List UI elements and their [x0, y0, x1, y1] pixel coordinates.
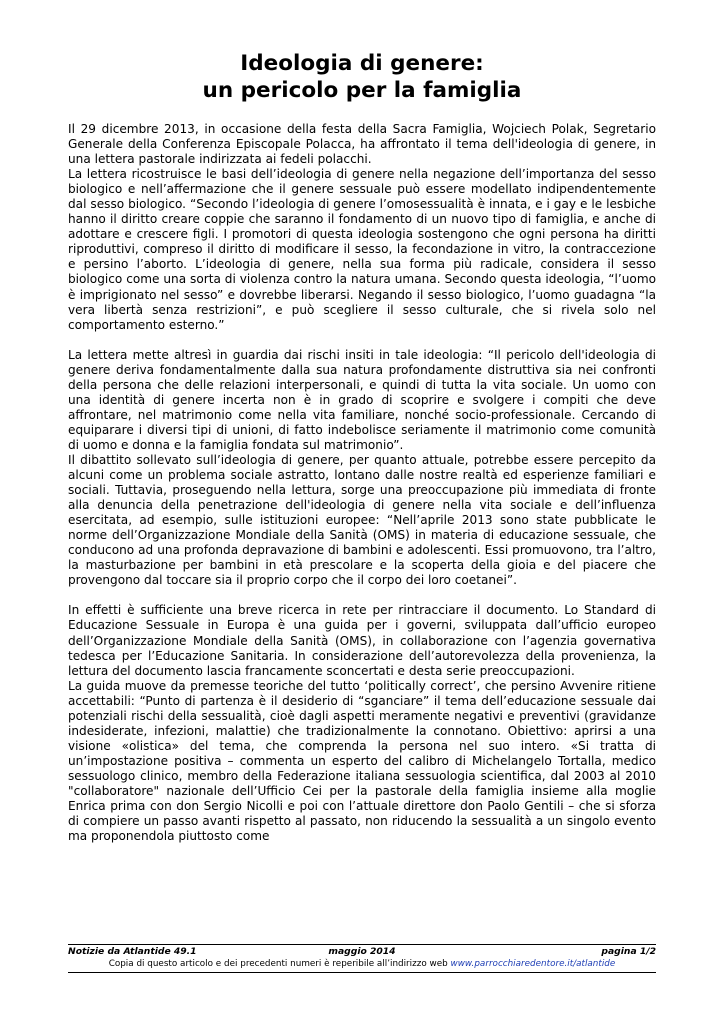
paragraph-5: In effetti è sufficiente una breve ricerca in rete per rintracciare il documento. Lo Standard di Educazione Sessuale in Europa è una guida per i governi, sviluppata dall’ufficio europeo dell’Organizzazione Mondiale della Sanità (OMS), in collaborazione con l’agenzia governativa tedesca per l’Educazione Sanitaria. In considerazione dell’autorevolezza della provenienza, la lettura del documento lascia francamente sconcertati e desta serie preoccupazioni.: [68, 603, 656, 678]
footer-date: maggio 2014: [328, 946, 396, 957]
title-line-1: Ideologia di genere:: [240, 51, 484, 76]
footer-link[interactable]: www.parrocchiaredentore.it/atlantide: [450, 959, 616, 969]
footer-divider-top: [68, 944, 656, 945]
article-body: [68, 122, 656, 844]
footer-note: [68, 959, 656, 969]
title-line-2: un pericolo per la famiglia: [202, 78, 522, 103]
footer-divider-bottom: [68, 972, 656, 973]
page-footer: [68, 946, 656, 969]
paragraph-6: La guida muove da premesse teoriche del tutto ‘politically correct’, che persino Avvenire ritiene accettabili: “Punto di partenza è il desiderio di “sganciare” il tema dell’educazione sessuale dai potenziali rischi della sessualità, cioè dagli aspetti meramente negativi e preventivi (gravidanze indesiderate, infezioni, malattie) che tradizionalmente la connotano. Obiettivo: aprirsi a una visione «olistica» del tema, che comprenda la persona nel suo intero. «Si tratta di un’impostazione positiva – commenta un esperto del calibro di Michelangelo Tortalla, medico sessuologo clinico, membro della Federazione italiana sessuologia scientifica, dal 2003 al 2010 "collaboratore" nazionale dell’Ufficio Cei per la pastorale della famiglia insieme alla moglie Enrica prima con don Sergio Nicolli e poi con l’attuale direttore don Paolo Gentili – che si sforza di compiere un passo avanti rispetto al passato, non riducendo la sessualità a un singolo evento ma proponendola piuttosto come: [68, 678, 656, 844]
footer-page-number: pagina 1/2: [601, 946, 656, 957]
paragraph-3: La lettera mette altresì in guardia dai rischi insiti in tale ideologia: “Il pericolo dell'ideologia di genere deriva fondamentalmente dalla sua natura profondamente distruttiva sia nei confronti della persona che delle relazioni interpersonali, e quindi di tutta la vita sociale. Un uomo con una identità di genere incerta non è in grado di scoprire e svolgere i compiti che deve affrontare, nel matrimonio come nella vita familiare, nonché socio-professionale. Cercando di equiparare i diversi tipi di unioni, di fatto indebolisce seriamente il matrimonio come comunità di uomo e donna e la famiglia fondata sul matrimonio”.: [68, 347, 656, 452]
footer-note-text: Copia di questo articolo e dei precedenti numeri è reperibile all’indirizzo web: [108, 959, 448, 969]
page-title: [60, 50, 664, 104]
paragraph-4: Il dibattito sollevato sull’ideologia di genere, per quanto attuale, potrebbe essere percepito da alcuni come un problema sociale astratto, lontano dalle nostre realtà ed esperienze familiari e sociali. Tuttavia, proseguendo nella lettura, sorge una preoccupazione più immediata di fronte alla denuncia della penetrazione dell'ideologia di genere nella vita sociale e dell’influenza esercitata, ad esempio, sulle istituzioni europee: “Nell’aprile 2013 sono state pubblicate le norme dell’Organizzazione Mondiale della Sanità (OMS) in materia di educazione sessuale, che conducono ad una profonda depravazione di bambini e adolescenti. Essi promuovono, tra l’altro, la masturbazione per bambini in età prescolare e la scoperta della gioia e del piacere che provengono dal toccare sia il proprio corpo che il corpo dei loro coetanei”.: [68, 452, 656, 588]
footer-row: [68, 946, 656, 958]
footer-publication: Notizie da Atlantide 49.1: [68, 946, 197, 957]
paragraph-1: Il 29 dicembre 2013, in occasione della festa della Sacra Famiglia, Wojciech Polak, Segretario Generale della Conferenza Episcopale Polacca, ha affrontato il tema dell'ideologia di genere, in una lettera pastorale indirizzata ai fedeli polacchi.: [68, 122, 656, 167]
paragraph-2: La lettera ricostruisce le basi dell’ideologia di genere nella negazione dell’importanza del sesso biologico e nell’affermazione che il genere sessuale può essere modellato indipendentemente dal sesso biologico. “Secondo l’ideologia di genere l’omosessualità è innata, e i gay e le lesbiche hanno il diritto creare coppie che saranno il fondamento di un nuovo tipo di famiglia, e anche di adottare e crescere figli. I promotori di questa ideologia sostengono che ogni persona ha diritti riproduttivi, compreso il diritto di modificare il sesso, la fecondazione in vitro, la contraccezione e persino l’aborto. L’ideologia di genere, nella sua forma più radicale, considera il sesso biologico come una sorta di violenza contro la natura umana. Secondo questa ideologia, “l’uomo è imprigionato nel sesso” e dovrebbe liberarsi. Negando il sesso biologico, l’uomo guadagna “la vera libertà senza restrizioni”, e può scegliere il sesso culturale, che si rivela solo nel comportamento esterno.”: [68, 167, 656, 332]
